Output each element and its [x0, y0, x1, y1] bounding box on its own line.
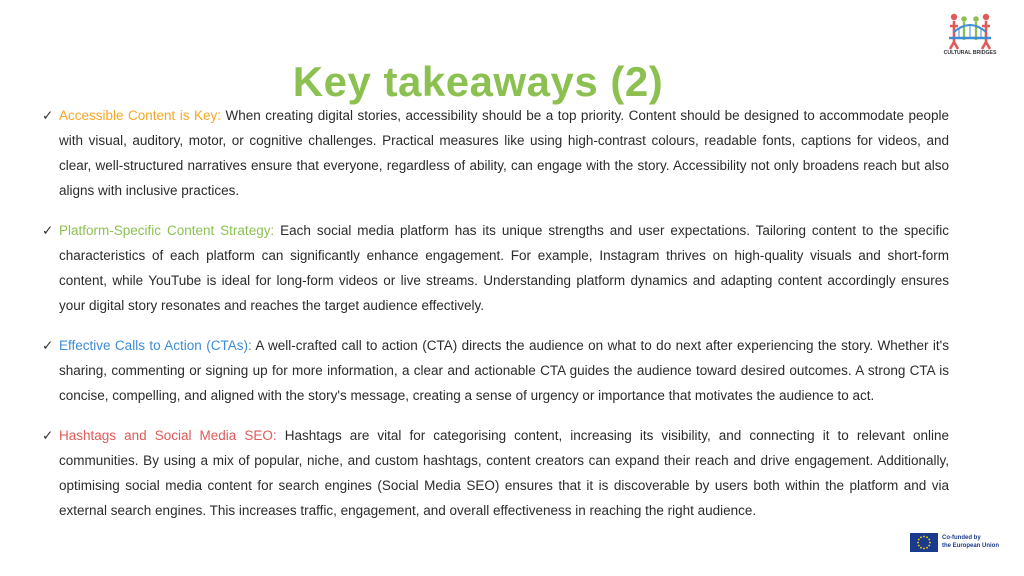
- item-body: Hashtags are vital for categorising content, increasing its visibility, and connecting it to relevant online communities. By using a mix of popular, niche, and custom hashtags, content creators can expand their reach and drive engagement. Additionally, optimising social media content for search engines (Social Media SEO) ensures that it is discoverable by users both within the platform and via external search engines. This increases traffic, engagement, and overall effectiveness in reaching the right audience.: [59, 428, 949, 518]
- list-item: [42, 333, 949, 408]
- takeaways-list: [42, 103, 949, 538]
- item-body: When creating digital stories, accessibility should be a top priority. Content should be designed to accommodate people with visual, auditory, motor, or cognitive challenges. Practical measures like using high-contrast colours, readable fonts, captions for videos, and clear, well-structured narratives ensure that everyone, regardless of ability, can engage with the story. Accessibility not only broadens reach but also aligns with inclusive practices.: [59, 108, 949, 198]
- eu-line2: the European Union: [942, 542, 999, 549]
- eu-text: [942, 535, 999, 550]
- list-item: [42, 218, 949, 318]
- people-bridge-icon: [945, 12, 995, 50]
- list-item: [42, 103, 949, 203]
- check-icon: ✓: [42, 108, 54, 123]
- list-item: [42, 423, 949, 523]
- check-icon: ✓: [42, 428, 54, 443]
- eu-line1: Co-funded by: [942, 535, 981, 541]
- item-text: [59, 103, 949, 203]
- item-label: Platform-Specific Content Strategy:: [59, 223, 275, 238]
- item-body: A well-crafted call to action (CTA) directs the audience on what to do next after experiencing the story. Whether it's sharing, commenting or signing up for more information, a clear and actionable CTA guides the audience toward desired outcomes. A strong CTA is concise, compelling, and aligned with the story's message, creating a sense of urgency or importance that motivates the audience to act.: [59, 338, 950, 403]
- item-label: Accessible Content is Key:: [59, 108, 221, 123]
- item-body: Each social media platform has its unique strengths and user expectations. Tailoring content to the specific characteristics of each platform can significantly enhance engagement. For example, Instagram thrives on high-quality visuals and short-form content, while YouTube is ideal for long-form videos or live streams. Understanding platform dynamics and adapting content accordingly ensures your digital story resonates and reaches the target audience effectively.: [59, 223, 950, 313]
- logo-text: CULTURAL BRIDGES: [943, 50, 997, 56]
- item-label: Hashtags and Social Media SEO:: [59, 428, 277, 443]
- eu-flag-icon: [910, 533, 938, 552]
- eu-cofunded-logo: [910, 533, 1014, 553]
- check-icon: ✓: [42, 338, 54, 353]
- item-text: [59, 333, 949, 408]
- item-text: [59, 218, 949, 318]
- check-icon: ✓: [42, 223, 54, 238]
- item-label: Effective Calls to Action (CTAs):: [59, 338, 252, 353]
- cultural-bridges-logo: [934, 12, 1006, 62]
- page-title: Key takeaways (2): [292, 58, 664, 106]
- item-text: [59, 423, 949, 523]
